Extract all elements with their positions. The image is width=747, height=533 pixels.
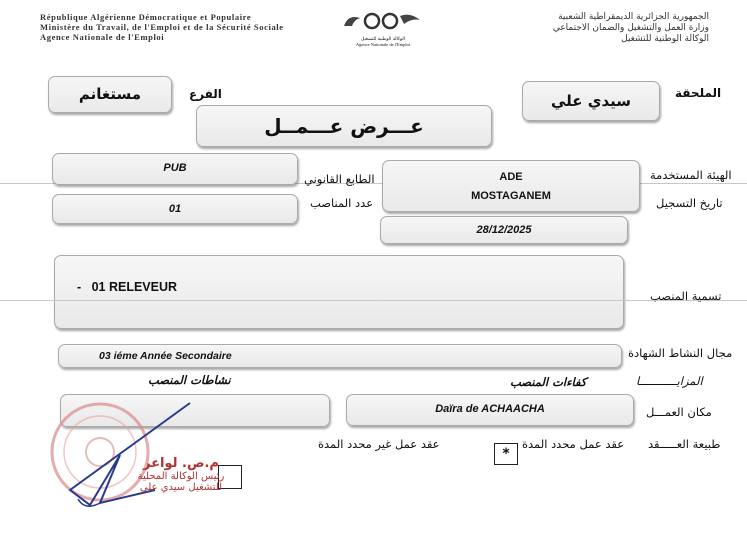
positions-count-box — [52, 194, 298, 224]
header-ar-line2: وزارة العمل والتشغيل والضمان الاجتماعي — [552, 23, 709, 33]
row-divider — [0, 300, 747, 301]
legal-nature-label: الطابع القانوني — [304, 172, 375, 186]
logo-caption-ar: الوكالة الوطنية للتشغيل — [361, 37, 405, 42]
stamp-title-line2: للتشغيل سيدي علي — [139, 482, 223, 493]
position-title-value: - 01 RELEVEUR — [77, 280, 178, 294]
employer-value-line1: ADE — [499, 171, 523, 183]
activity-field-label: مجال النشاط الشهادة — [628, 346, 733, 360]
employer-box — [382, 160, 640, 212]
header-arabic — [409, 12, 709, 45]
stamp-text — [116, 456, 246, 493]
registration-date-label: تاريخ التسجيل — [656, 196, 723, 210]
fixed-term-checkbox[interactable] — [494, 443, 518, 465]
positions-count-label: عدد المناصب — [310, 196, 374, 210]
annex-box — [522, 81, 660, 121]
fixed-term-mark: * — [502, 446, 510, 462]
legal-nature-box — [52, 153, 298, 185]
registration-date-box — [380, 216, 628, 244]
work-place-value: Daïra de ACHAACHA — [435, 403, 545, 415]
duties-label: نشاطات المنصب — [148, 373, 231, 387]
annex-value: سيدي علي — [550, 92, 632, 110]
positions-count-value: 01 — [168, 203, 182, 215]
legal-nature-value: PUB — [163, 162, 187, 174]
stamp-title-line1: رئيس الوكالة المحلية — [137, 471, 225, 482]
header-ar-line3: الوكالة الوطنية للتشغيل — [621, 34, 709, 44]
employer-value-line2: MOSTAGANEM — [471, 190, 551, 202]
branch-label: الفرع — [189, 87, 222, 101]
header-french — [40, 12, 284, 42]
contract-type-label: طبيعة العـــــقد — [648, 437, 721, 451]
position-title-box — [54, 255, 624, 329]
signature-icon — [60, 395, 250, 515]
logo-caption-fr: Agence Nationale de l'Emploi — [355, 42, 411, 47]
benefits-label: المزايـــــــــــا — [636, 374, 703, 388]
annex-label: الملحقة — [675, 86, 722, 100]
header-fr-line2: Ministère du Travail, de l'Emploi et de la Sécurité Sociale — [40, 22, 284, 32]
work-place-box — [346, 394, 634, 426]
skills-label: كفاءات المنصب — [510, 375, 587, 389]
employer-label: الهيئة المستخدمة — [650, 168, 732, 182]
activity-field-value: 03 iéme Année Secondaire — [99, 350, 232, 362]
registration-date-value: 28/12/2025 — [476, 224, 532, 236]
title-box — [196, 105, 492, 147]
work-place-label: مكان العمـــل — [646, 405, 712, 419]
branch-value: مستغانم — [78, 85, 142, 103]
activity-field-box — [58, 344, 622, 368]
header-fr-line3: Agence Nationale de l'Emploi — [40, 32, 165, 42]
header-fr-line1: République Algérienne Démocratique et Populaire — [40, 12, 252, 22]
open-ended-label: عقد عمل غير محدد المدة — [318, 437, 440, 451]
position-title-label: تسمية المنصب — [650, 289, 722, 303]
fixed-term-label: عقد عمل محدد المدة — [522, 437, 625, 451]
branch-box — [48, 76, 172, 113]
page-title: عـــرض عـــمــل — [264, 114, 424, 138]
header-ar-line1: الجمهورية الجزائرية الديمقراطية الشعبية — [558, 12, 709, 22]
stamp-name: م.ص. لواعر — [143, 456, 219, 471]
